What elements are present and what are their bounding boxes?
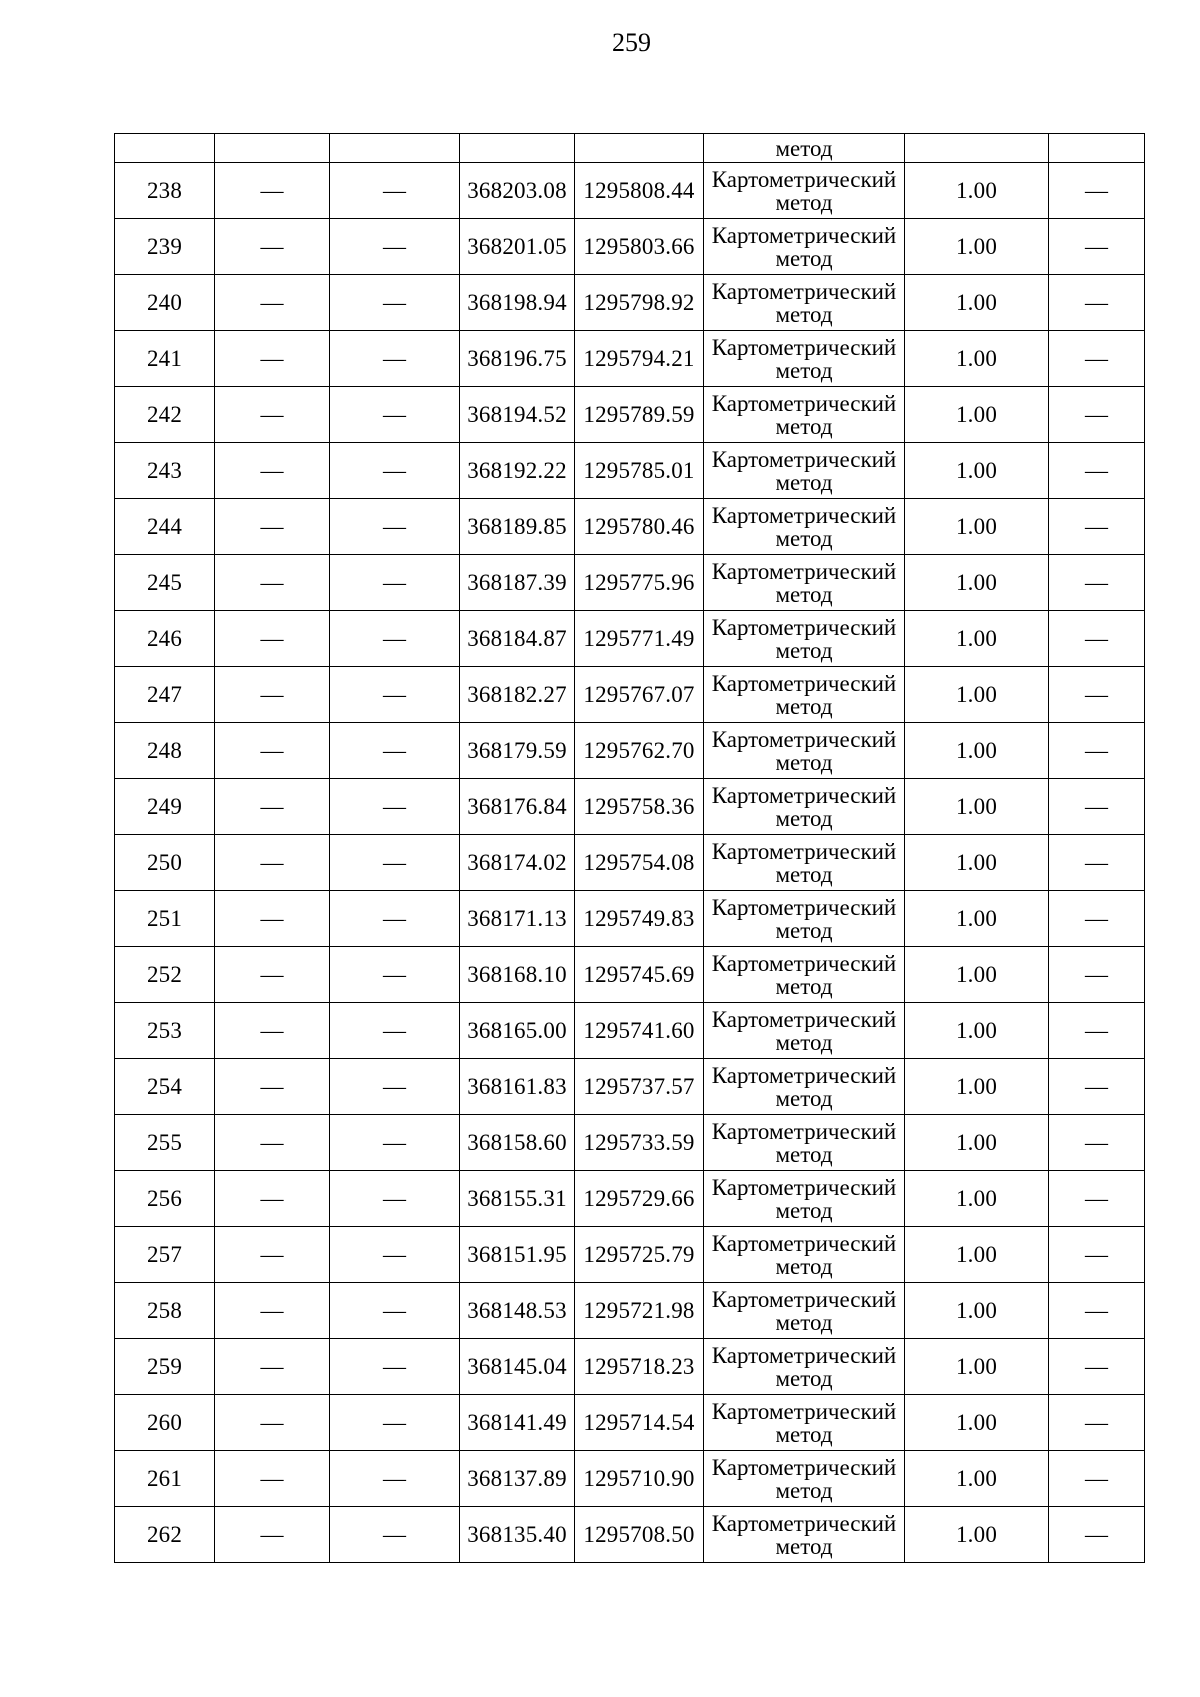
method-line-2: метод <box>775 637 833 663</box>
x-coordinate-cell: 368148.53 <box>460 1283 575 1339</box>
dash-cell: — <box>1049 1171 1145 1227</box>
method-cell <box>704 779 905 835</box>
accuracy-cell: 1.00 <box>905 1171 1049 1227</box>
table-row <box>115 1059 1145 1115</box>
coordinates-table <box>114 133 1145 1563</box>
dash-cell: — <box>1049 723 1145 779</box>
dash-cell: — <box>1049 1115 1145 1171</box>
dash-cell: — <box>1049 1507 1145 1563</box>
method-line-2: метод <box>775 1197 833 1223</box>
accuracy-cell: 1.00 <box>905 1115 1049 1171</box>
accuracy-cell: 1.00 <box>905 1059 1049 1115</box>
y-coordinate-cell: 1295775.96 <box>575 555 704 611</box>
accuracy-cell: 1.00 <box>905 891 1049 947</box>
accuracy-cell: 1.00 <box>905 443 1049 499</box>
point-number-cell: 253 <box>115 1003 215 1059</box>
dash-cell: — <box>330 163 460 219</box>
x-coordinate-cell: 368189.85 <box>460 499 575 555</box>
method-line-1: Картометрический <box>711 558 897 584</box>
dash-cell: — <box>330 555 460 611</box>
x-coordinate-cell: 368187.39 <box>460 555 575 611</box>
table-cell <box>575 134 704 163</box>
dash-cell: — <box>215 1507 330 1563</box>
method-line-1: Картометрический <box>711 670 897 696</box>
x-coordinate-cell: 368179.59 <box>460 723 575 779</box>
dash-cell: — <box>1049 443 1145 499</box>
method-cell <box>704 555 905 611</box>
method-cell <box>704 835 905 891</box>
table-row <box>115 1227 1145 1283</box>
dash-cell: — <box>215 387 330 443</box>
method-line-1: Картометрический <box>711 894 897 920</box>
method-cell <box>704 1115 905 1171</box>
table-row <box>115 387 1145 443</box>
table-row <box>115 1283 1145 1339</box>
dash-cell: — <box>330 275 460 331</box>
dash-cell: — <box>330 835 460 891</box>
dash-cell: — <box>1049 1283 1145 1339</box>
y-coordinate-cell: 1295741.60 <box>575 1003 704 1059</box>
method-line-2: метод <box>775 917 833 943</box>
method-cell <box>704 1171 905 1227</box>
method-line-2: метод <box>775 245 833 271</box>
accuracy-cell: 1.00 <box>905 275 1049 331</box>
dash-cell: — <box>1049 163 1145 219</box>
method-line-1: Картометрический <box>711 390 897 416</box>
accuracy-cell: 1.00 <box>905 387 1049 443</box>
table-row <box>115 947 1145 1003</box>
method-line-1: Картометрический <box>711 446 897 472</box>
point-number-cell: 247 <box>115 667 215 723</box>
y-coordinate-cell: 1295725.79 <box>575 1227 704 1283</box>
method-line-1: Картометрический <box>711 334 897 360</box>
dash-cell: — <box>215 667 330 723</box>
y-coordinate-cell: 1295780.46 <box>575 499 704 555</box>
accuracy-cell: 1.00 <box>905 1227 1049 1283</box>
table-row <box>115 1339 1145 1395</box>
table-cell <box>330 134 460 163</box>
accuracy-cell: 1.00 <box>905 1451 1049 1507</box>
dash-cell: — <box>1049 387 1145 443</box>
method-cell <box>704 723 905 779</box>
dash-cell: — <box>215 219 330 275</box>
dash-cell: — <box>1049 1451 1145 1507</box>
dash-cell: — <box>215 443 330 499</box>
dash-cell: — <box>215 555 330 611</box>
y-coordinate-cell: 1295789.59 <box>575 387 704 443</box>
table-cell <box>115 134 215 163</box>
x-coordinate-cell: 368176.84 <box>460 779 575 835</box>
method-line-1: Картометрический <box>711 1510 897 1536</box>
table-row <box>115 499 1145 555</box>
y-coordinate-cell: 1295754.08 <box>575 835 704 891</box>
dash-cell: — <box>330 611 460 667</box>
y-coordinate-cell: 1295803.66 <box>575 219 704 275</box>
method-line-2: метод <box>775 1253 833 1279</box>
page-number: 259 <box>612 28 651 57</box>
table-row-partial <box>115 134 1145 163</box>
dash-cell: — <box>215 1115 330 1171</box>
table-row <box>115 779 1145 835</box>
table-cell <box>1049 134 1145 163</box>
x-coordinate-cell: 368192.22 <box>460 443 575 499</box>
method-cell <box>704 275 905 331</box>
x-coordinate-cell: 368137.89 <box>460 1451 575 1507</box>
dash-cell: — <box>330 1059 460 1115</box>
method-line-1: Картометрический <box>711 726 897 752</box>
point-number-cell: 250 <box>115 835 215 891</box>
method-line-1: Картометрический <box>711 1174 897 1200</box>
method-line-1: Картометрический <box>711 1342 897 1368</box>
point-number-cell: 256 <box>115 1171 215 1227</box>
method-cell <box>704 1059 905 1115</box>
method-cell <box>704 331 905 387</box>
y-coordinate-cell: 1295785.01 <box>575 443 704 499</box>
method-line-2: метод <box>775 189 833 215</box>
method-line-2: метод <box>775 693 833 719</box>
dash-cell: — <box>1049 275 1145 331</box>
point-number-cell: 244 <box>115 499 215 555</box>
y-coordinate-cell: 1295808.44 <box>575 163 704 219</box>
method-line-1: Картометрический <box>711 166 897 192</box>
method-line-2: метод <box>775 1309 833 1335</box>
point-number-cell: 262 <box>115 1507 215 1563</box>
dash-cell: — <box>330 1395 460 1451</box>
table-cell <box>905 134 1049 163</box>
point-number-cell: 242 <box>115 387 215 443</box>
y-coordinate-cell: 1295767.07 <box>575 667 704 723</box>
dash-cell: — <box>215 1171 330 1227</box>
method-line-1: Картометрический <box>711 838 897 864</box>
x-coordinate-cell: 368141.49 <box>460 1395 575 1451</box>
method-line-2: метод <box>775 1477 833 1503</box>
point-number-cell: 245 <box>115 555 215 611</box>
dash-cell: — <box>330 667 460 723</box>
dash-cell: — <box>1049 779 1145 835</box>
method-cell <box>704 163 905 219</box>
method-cell <box>704 1339 905 1395</box>
method-cell <box>704 947 905 1003</box>
x-coordinate-cell: 368196.75 <box>460 331 575 387</box>
dash-cell: — <box>330 1171 460 1227</box>
dash-cell: — <box>330 219 460 275</box>
table-row <box>115 219 1145 275</box>
dash-cell: — <box>1049 1227 1145 1283</box>
method-line-1: Картометрический <box>711 222 897 248</box>
dash-cell: — <box>330 1115 460 1171</box>
y-coordinate-cell: 1295745.69 <box>575 947 704 1003</box>
accuracy-cell: 1.00 <box>905 947 1049 1003</box>
point-number-cell: 243 <box>115 443 215 499</box>
x-coordinate-cell: 368174.02 <box>460 835 575 891</box>
table-row <box>115 1003 1145 1059</box>
y-coordinate-cell: 1295798.92 <box>575 275 704 331</box>
method-line-2: метод <box>775 861 833 887</box>
dash-cell: — <box>330 723 460 779</box>
x-coordinate-cell: 368198.94 <box>460 275 575 331</box>
accuracy-cell: 1.00 <box>905 1003 1049 1059</box>
dash-cell: — <box>215 1227 330 1283</box>
accuracy-cell: 1.00 <box>905 835 1049 891</box>
accuracy-cell: 1.00 <box>905 555 1049 611</box>
dash-cell: — <box>215 723 330 779</box>
point-number-cell: 259 <box>115 1339 215 1395</box>
method-line-1: Картометрический <box>711 614 897 640</box>
x-coordinate-cell: 368151.95 <box>460 1227 575 1283</box>
dash-cell: — <box>1049 891 1145 947</box>
method-cell <box>704 1451 905 1507</box>
x-coordinate-cell: 368165.00 <box>460 1003 575 1059</box>
method-line-2: метод <box>775 973 833 999</box>
point-number-cell: 251 <box>115 891 215 947</box>
x-coordinate-cell: 368182.27 <box>460 667 575 723</box>
method-line-2: метод <box>775 525 833 551</box>
method-cell <box>704 387 905 443</box>
dash-cell: — <box>330 499 460 555</box>
method-line-2: метод <box>775 805 833 831</box>
dash-cell: — <box>215 275 330 331</box>
dash-cell: — <box>215 163 330 219</box>
method-cell <box>704 891 905 947</box>
table-cell <box>215 134 330 163</box>
x-coordinate-cell: 368171.13 <box>460 891 575 947</box>
dash-cell: — <box>330 1227 460 1283</box>
method-cell: метод <box>704 134 905 163</box>
y-coordinate-cell: 1295733.59 <box>575 1115 704 1171</box>
method-cell <box>704 667 905 723</box>
method-line-2: метод <box>775 1365 833 1391</box>
dash-cell: — <box>330 891 460 947</box>
point-number-cell: 252 <box>115 947 215 1003</box>
method-line-2: метод <box>775 357 833 383</box>
accuracy-cell: 1.00 <box>905 1395 1049 1451</box>
accuracy-cell: 1.00 <box>905 723 1049 779</box>
dash-cell: — <box>330 1003 460 1059</box>
dash-cell: — <box>330 1283 460 1339</box>
dash-cell: — <box>215 499 330 555</box>
x-coordinate-cell: 368161.83 <box>460 1059 575 1115</box>
dash-cell: — <box>215 891 330 947</box>
point-number-cell: 239 <box>115 219 215 275</box>
method-line-1: Картометрический <box>711 1286 897 1312</box>
dash-cell: — <box>1049 219 1145 275</box>
method-line-2: метод <box>775 1029 833 1055</box>
table-row <box>115 275 1145 331</box>
point-number-cell: 260 <box>115 1395 215 1451</box>
table-body <box>115 134 1145 1563</box>
method-line-1: Картометрический <box>711 782 897 808</box>
method-line-1: Картометрический <box>711 278 897 304</box>
dash-cell: — <box>215 1395 330 1451</box>
dash-cell: — <box>1049 1059 1145 1115</box>
x-coordinate-cell: 368135.40 <box>460 1507 575 1563</box>
method-line-2: метод <box>775 1533 833 1559</box>
dash-cell: — <box>1049 947 1145 1003</box>
method-cell <box>704 499 905 555</box>
method-line-2: метод <box>775 581 833 607</box>
dash-cell: — <box>1049 667 1145 723</box>
x-coordinate-cell: 368203.08 <box>460 163 575 219</box>
method-line-2: метод <box>775 1141 833 1167</box>
x-coordinate-cell: 368184.87 <box>460 611 575 667</box>
table-row <box>115 1507 1145 1563</box>
table-row <box>115 667 1145 723</box>
dash-cell: — <box>1049 1003 1145 1059</box>
dash-cell: — <box>215 1283 330 1339</box>
method-line-1: Картометрический <box>711 1230 897 1256</box>
accuracy-cell: 1.00 <box>905 163 1049 219</box>
accuracy-cell: 1.00 <box>905 779 1049 835</box>
dash-cell: — <box>215 1451 330 1507</box>
method-line-2: метод <box>775 1085 833 1111</box>
dash-cell: — <box>330 947 460 1003</box>
point-number-cell: 238 <box>115 163 215 219</box>
x-coordinate-cell: 368158.60 <box>460 1115 575 1171</box>
point-number-cell: 254 <box>115 1059 215 1115</box>
y-coordinate-cell: 1295737.57 <box>575 1059 704 1115</box>
dash-cell: — <box>1049 499 1145 555</box>
x-coordinate-cell: 368145.04 <box>460 1339 575 1395</box>
method-line-2: метод <box>775 413 833 439</box>
dash-cell: — <box>1049 1395 1145 1451</box>
method-cell <box>704 1395 905 1451</box>
method-cell <box>704 611 905 667</box>
point-number-cell: 258 <box>115 1283 215 1339</box>
dash-cell: — <box>215 331 330 387</box>
dash-cell: — <box>215 947 330 1003</box>
dash-cell: — <box>215 779 330 835</box>
point-number-cell: 261 <box>115 1451 215 1507</box>
point-number-cell: 249 <box>115 779 215 835</box>
point-number-cell: 240 <box>115 275 215 331</box>
dash-cell: — <box>1049 555 1145 611</box>
table-row <box>115 1451 1145 1507</box>
table-row <box>115 331 1145 387</box>
dash-cell: — <box>215 1003 330 1059</box>
accuracy-cell: 1.00 <box>905 1507 1049 1563</box>
method-line-1: Картометрический <box>711 1118 897 1144</box>
y-coordinate-cell: 1295758.36 <box>575 779 704 835</box>
dash-cell: — <box>215 1339 330 1395</box>
accuracy-cell: 1.00 <box>905 1283 1049 1339</box>
point-number-cell: 246 <box>115 611 215 667</box>
table-row <box>115 555 1145 611</box>
table-row <box>115 891 1145 947</box>
point-number-cell: 255 <box>115 1115 215 1171</box>
table-row <box>115 1171 1145 1227</box>
y-coordinate-cell: 1295771.49 <box>575 611 704 667</box>
y-coordinate-cell: 1295749.83 <box>575 891 704 947</box>
dash-cell: — <box>215 1059 330 1115</box>
method-line-2: метод <box>775 469 833 495</box>
x-coordinate-cell: 368168.10 <box>460 947 575 1003</box>
method-cell <box>704 1227 905 1283</box>
method-cell <box>704 1507 905 1563</box>
point-number-cell: 241 <box>115 331 215 387</box>
table-row <box>115 1115 1145 1171</box>
method-cell <box>704 1003 905 1059</box>
dash-cell: — <box>1049 611 1145 667</box>
method-line-1: Картометрический <box>711 1006 897 1032</box>
y-coordinate-cell: 1295718.23 <box>575 1339 704 1395</box>
dash-cell: — <box>1049 835 1145 891</box>
method-cell <box>704 219 905 275</box>
y-coordinate-cell: 1295710.90 <box>575 1451 704 1507</box>
method-line-2: метод <box>775 1421 833 1447</box>
dash-cell: — <box>1049 331 1145 387</box>
dash-cell: — <box>330 779 460 835</box>
table-cell <box>460 134 575 163</box>
method-line-1: Картометрический <box>711 1454 897 1480</box>
accuracy-cell: 1.00 <box>905 667 1049 723</box>
y-coordinate-cell: 1295729.66 <box>575 1171 704 1227</box>
table-row <box>115 611 1145 667</box>
method-cell <box>704 1283 905 1339</box>
y-coordinate-cell: 1295714.54 <box>575 1395 704 1451</box>
method-line-2: метод <box>775 749 833 775</box>
point-number-cell: 257 <box>115 1227 215 1283</box>
x-coordinate-cell: 368194.52 <box>460 387 575 443</box>
dash-cell: — <box>330 387 460 443</box>
dash-cell: — <box>330 1507 460 1563</box>
y-coordinate-cell: 1295721.98 <box>575 1283 704 1339</box>
accuracy-cell: 1.00 <box>905 331 1049 387</box>
y-coordinate-cell: 1295762.70 <box>575 723 704 779</box>
method-line-1: Картометрический <box>711 1062 897 1088</box>
point-number-cell: 248 <box>115 723 215 779</box>
x-coordinate-cell: 368201.05 <box>460 219 575 275</box>
dash-cell: — <box>215 611 330 667</box>
table-row <box>115 1395 1145 1451</box>
method-cell <box>704 443 905 499</box>
accuracy-cell: 1.00 <box>905 499 1049 555</box>
y-coordinate-cell: 1295708.50 <box>575 1507 704 1563</box>
dash-cell: — <box>330 443 460 499</box>
method-line-1: Картометрический <box>711 1398 897 1424</box>
accuracy-cell: 1.00 <box>905 1339 1049 1395</box>
dash-cell: — <box>330 331 460 387</box>
dash-cell: — <box>215 835 330 891</box>
table-row <box>115 835 1145 891</box>
table-row <box>115 163 1145 219</box>
table-row <box>115 723 1145 779</box>
dash-cell: — <box>330 1339 460 1395</box>
method-line-1: Картометрический <box>711 502 897 528</box>
dash-cell: — <box>330 1451 460 1507</box>
accuracy-cell: 1.00 <box>905 219 1049 275</box>
accuracy-cell: 1.00 <box>905 611 1049 667</box>
y-coordinate-cell: 1295794.21 <box>575 331 704 387</box>
table-row <box>115 443 1145 499</box>
method-line-2: метод <box>775 301 833 327</box>
dash-cell: — <box>1049 1339 1145 1395</box>
x-coordinate-cell: 368155.31 <box>460 1171 575 1227</box>
method-line-1: Картометрический <box>711 950 897 976</box>
